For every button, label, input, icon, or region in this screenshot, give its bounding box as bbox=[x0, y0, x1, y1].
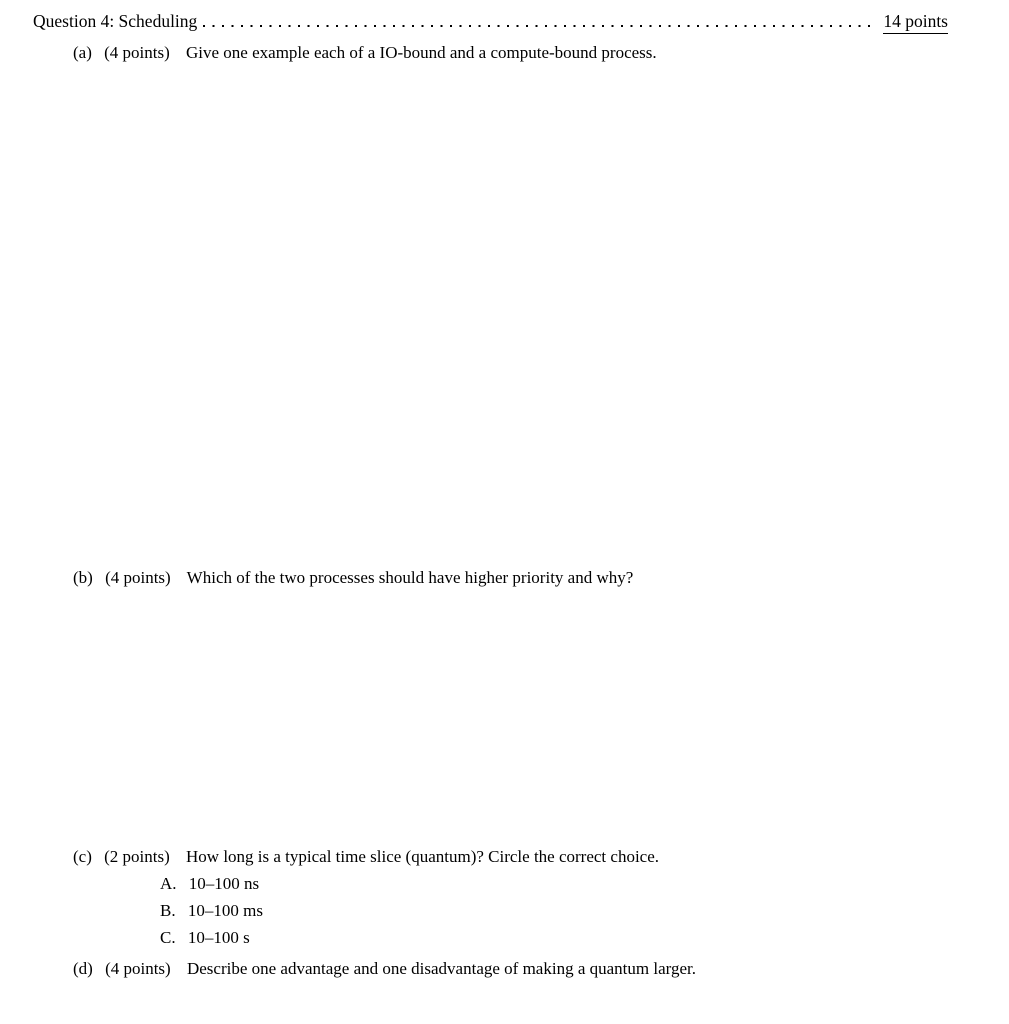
part-label: (a) bbox=[73, 43, 92, 62]
part-points: (4 points) bbox=[105, 959, 171, 978]
choice-item-a bbox=[160, 874, 259, 894]
question-points: 14 points bbox=[883, 11, 948, 34]
choice-label: B. bbox=[160, 901, 176, 920]
choice-text: 10–100 ms bbox=[187, 901, 263, 920]
question-part-c bbox=[73, 847, 969, 867]
choice-item-c bbox=[160, 928, 250, 948]
part-text: Which of the two processes should have higher priority and why? bbox=[186, 568, 634, 587]
choice-label: C. bbox=[160, 928, 176, 947]
question-header bbox=[33, 11, 948, 34]
part-text: Describe one advantage and one disadvantage of making a quantum larger. bbox=[186, 959, 696, 978]
question-part-a bbox=[73, 43, 969, 63]
part-points: (2 points) bbox=[104, 847, 170, 866]
part-points: (4 points) bbox=[105, 568, 171, 587]
choice-label: A. bbox=[160, 874, 177, 893]
choice-text: 10–100 s bbox=[187, 928, 250, 947]
question-title: Question 4: Scheduling bbox=[33, 11, 198, 31]
question-part-b bbox=[73, 568, 969, 588]
part-points: (4 points) bbox=[104, 43, 170, 62]
part-label: (c) bbox=[73, 847, 92, 866]
part-text: How long is a typical time slice (quantum)? Circle the correct choice. bbox=[186, 847, 660, 866]
choice-text: 10–100 ns bbox=[188, 874, 260, 893]
part-label: (b) bbox=[73, 568, 93, 587]
choice-item-b bbox=[160, 901, 263, 921]
dot-leader bbox=[203, 12, 876, 27]
part-label: (d) bbox=[73, 959, 93, 978]
part-text: Give one example each of a IO-bound and a compute-bound process. bbox=[186, 43, 657, 62]
question-part-d bbox=[73, 959, 969, 979]
